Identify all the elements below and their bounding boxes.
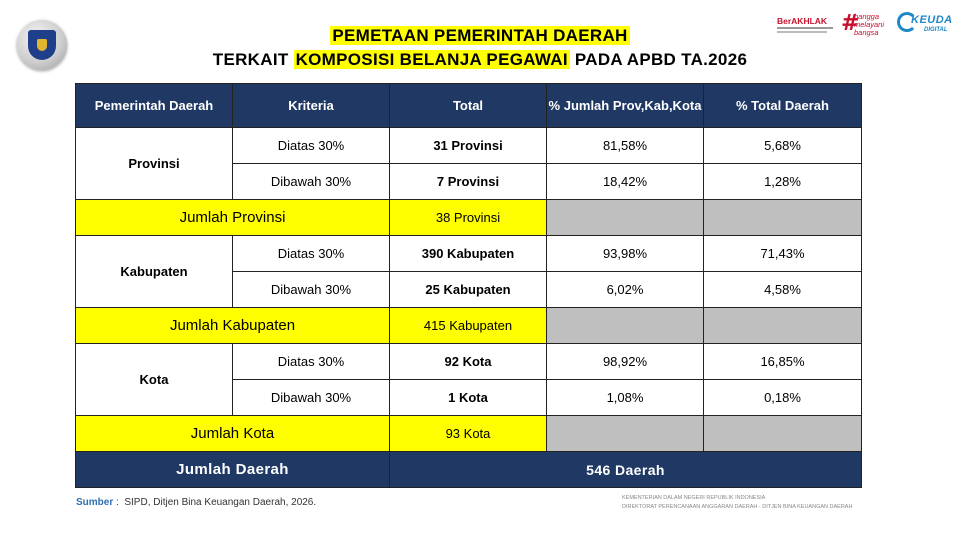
pct-jumlah-cell: 98,92% bbox=[547, 344, 704, 380]
kriteria-cell: Dibawah 30% bbox=[233, 164, 390, 200]
pct-jumlah-cell: 18,42% bbox=[547, 164, 704, 200]
empty-gray-cell bbox=[547, 416, 704, 452]
empty-gray-cell bbox=[704, 200, 862, 236]
empty-gray-cell bbox=[547, 200, 704, 236]
total-cell: 390 Kabupaten bbox=[390, 236, 547, 272]
title-line-2-prefix: TERKAIT bbox=[212, 50, 294, 69]
subtotal-row-kota bbox=[76, 416, 862, 452]
total-cell: 92 Kota bbox=[390, 344, 547, 380]
hash-icon: # bbox=[841, 11, 860, 36]
keuda-logo-text: KEUDA bbox=[911, 14, 953, 26]
berakhlak-tagline-bar bbox=[777, 27, 833, 29]
kriteria-cell: Diatas 30% bbox=[233, 344, 390, 380]
header-total: Total bbox=[390, 84, 547, 128]
kriteria-cell: Dibawah 30% bbox=[233, 380, 390, 416]
subtotal-value: 38 Provinsi bbox=[390, 200, 547, 236]
total-cell: 31 Provinsi bbox=[390, 128, 547, 164]
category-provinsi: Provinsi bbox=[76, 128, 233, 200]
subtotal-value: 93 Kota bbox=[390, 416, 547, 452]
source-separator: : bbox=[113, 497, 119, 508]
empty-gray-cell bbox=[704, 308, 862, 344]
bangga-line-1: bangga bbox=[854, 12, 880, 21]
category-kabupaten: Kabupaten bbox=[76, 236, 233, 308]
grand-total-label: Jumlah Daerah bbox=[76, 452, 390, 488]
pct-total-cell: 71,43% bbox=[704, 236, 862, 272]
source-text: SIPD, Ditjen Bina Keuangan Daerah, 2026. bbox=[124, 497, 317, 508]
bangga-logo-text bbox=[854, 13, 884, 37]
footer-line-2: DIREKTORAT PERENCANAAN ANGGARAN DAERAH - DITJEN BINA KEUANGAN DAERAH bbox=[622, 504, 853, 510]
table-row bbox=[76, 236, 862, 272]
subtotal-label: Jumlah Kota bbox=[76, 416, 390, 452]
title-line-2-highlight: KOMPOSISI BELANJA PEGAWAI bbox=[295, 50, 568, 69]
pct-total-cell: 4,58% bbox=[704, 272, 862, 308]
kriteria-cell: Diatas 30% bbox=[233, 236, 390, 272]
title-line-2 bbox=[0, 50, 960, 70]
subtotal-value: 415 Kabupaten bbox=[390, 308, 547, 344]
source-label: Sumber bbox=[76, 497, 114, 508]
table-row bbox=[76, 128, 862, 164]
source-note bbox=[76, 497, 316, 508]
pct-total-cell: 0,18% bbox=[704, 380, 862, 416]
total-cell: 7 Provinsi bbox=[390, 164, 547, 200]
header-pemerintah-daerah: Pemerintah Daerah bbox=[76, 84, 233, 128]
subtotal-row-kabupaten bbox=[76, 308, 862, 344]
institution-footer bbox=[622, 494, 852, 512]
bangga-line-2: melayani bbox=[854, 20, 885, 29]
empty-gray-cell bbox=[704, 416, 862, 452]
partner-logos bbox=[775, 10, 955, 40]
subtotal-label: Jumlah Provinsi bbox=[76, 200, 390, 236]
header-kriteria: Kriteria bbox=[233, 84, 390, 128]
berakhlak-tagline-bar-2 bbox=[777, 31, 827, 33]
bangga-melayani-bangsa-logo bbox=[841, 12, 901, 40]
title-line-2-suffix: PADA APBD TA.2026 bbox=[569, 50, 748, 69]
pct-jumlah-cell: 81,58% bbox=[547, 128, 704, 164]
subtotal-row-provinsi bbox=[76, 200, 862, 236]
pct-total-cell: 5,68% bbox=[704, 128, 862, 164]
keuda-logo-subtext: DIGITAL bbox=[924, 27, 948, 33]
belanja-pegawai-table bbox=[75, 83, 862, 488]
total-cell: 1 Kota bbox=[390, 380, 547, 416]
grand-total-value: 546 Daerah bbox=[390, 452, 862, 488]
kriteria-cell: Diatas 30% bbox=[233, 128, 390, 164]
bangga-line-3: bangsa bbox=[854, 28, 879, 37]
table-header-row bbox=[76, 84, 862, 128]
total-cell: 25 Kabupaten bbox=[390, 272, 547, 308]
category-kota: Kota bbox=[76, 344, 233, 416]
pct-jumlah-cell: 1,08% bbox=[547, 380, 704, 416]
subtotal-label: Jumlah Kabupaten bbox=[76, 308, 390, 344]
pct-jumlah-cell: 6,02% bbox=[547, 272, 704, 308]
pct-total-cell: 16,85% bbox=[704, 344, 862, 380]
pct-total-cell: 1,28% bbox=[704, 164, 862, 200]
header-pct-jumlah: % Jumlah Prov,Kab,Kota bbox=[547, 84, 704, 128]
footer-line-1: KEMENTERIAN DALAM NEGERI REPUBLIK INDONESIA bbox=[622, 495, 766, 501]
header-pct-total: % Total Daerah bbox=[704, 84, 862, 128]
table-row bbox=[76, 344, 862, 380]
pct-jumlah-cell: 93,98% bbox=[547, 236, 704, 272]
empty-gray-cell bbox=[547, 308, 704, 344]
berakhlak-logo: BerAKHLAK bbox=[777, 16, 828, 26]
title-line-1-text: PEMETAAN PEMERINTAH DAERAH bbox=[332, 26, 628, 45]
grand-total-row bbox=[76, 452, 862, 488]
keuda-digital-logo bbox=[897, 11, 955, 39]
kriteria-cell: Dibawah 30% bbox=[233, 272, 390, 308]
